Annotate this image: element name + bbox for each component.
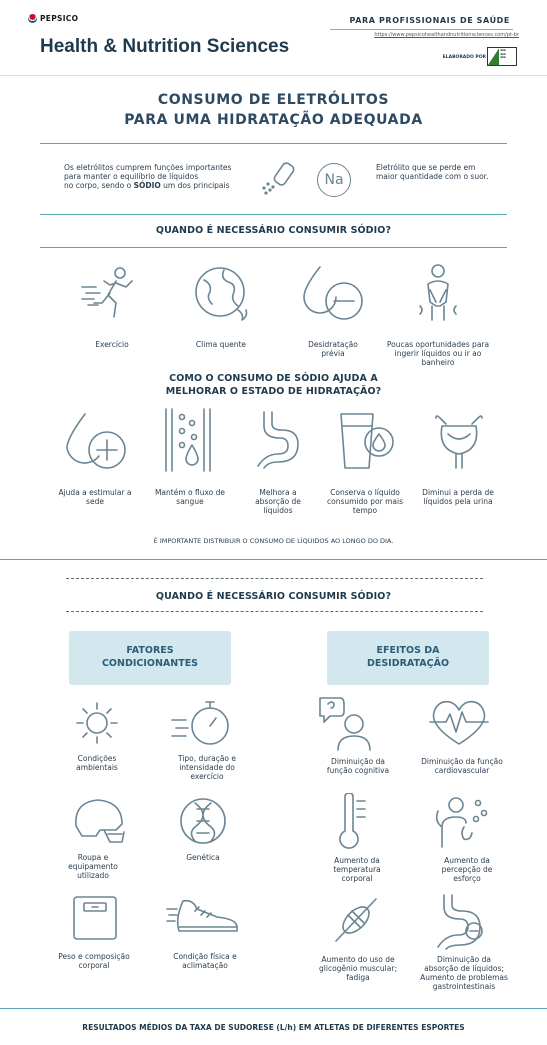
reason-exercise: Exercício	[95, 340, 129, 349]
intro-line2: para manter o equilíbrio de líquidos	[64, 172, 199, 181]
main-title-line2: PARA UMA HIDRATAÇÃO ADEQUADA	[124, 112, 423, 128]
main-title-line1: CONSUMO DE ELETRÓLITOS	[157, 92, 390, 108]
person-holding-icon	[410, 262, 466, 324]
gssi-logo: ▬▬ ▬▬ ▬▬	[487, 47, 517, 66]
sweating-person-icon	[432, 793, 492, 849]
blood-flow-icon	[160, 407, 216, 473]
section2-title-line1: COMO O CONSUMO DE SÓDIO AJUDA A	[169, 373, 378, 384]
sodium-label: Na	[324, 172, 344, 188]
site-title: Health & Nutrition Sciences	[40, 36, 290, 57]
effect-cardiovascular: Diminuição da função cardiovascular	[421, 757, 503, 775]
factor-body-composition: Peso e composição corporal	[58, 952, 130, 970]
factor-fitness: Condição física e aclimatação	[173, 952, 237, 970]
dehydration-drop-icon	[298, 263, 368, 323]
audience-label: PARA PROFISSIONAIS DE SAÚDE	[349, 16, 510, 25]
stomach-pain-icon	[434, 893, 490, 951]
effect-gastro: Diminuição da absorção de líquidos; Aumento de problemas gastrointestinais	[420, 955, 508, 991]
reason-hot-climate: Clima quente	[195, 340, 247, 349]
effect-effort: Aumento da percepção de esforço	[441, 856, 493, 883]
sodium-emphasis: SÓDIO	[133, 181, 161, 190]
factors-box-line2: CONDICIONANTES	[101, 658, 199, 669]
made-by-label: ELABORADO POR	[442, 55, 486, 60]
benefit-thirst: Ajuda a estimular a sede	[58, 488, 132, 506]
effect-glycogen: Aumento do uso de glicogênio muscular; fadiga	[319, 955, 397, 982]
intro-line3: no corpo, sendo o SÓDIO um dos principais	[64, 181, 230, 190]
section2-title	[0, 372, 547, 398]
factor-genetics: Genética	[186, 853, 220, 862]
factor-clothing: Roupa e equipamento utilizado	[68, 853, 118, 880]
factor-environment: Condições ambientais	[76, 754, 118, 772]
effects-box-line1: EFEITOS DA	[376, 645, 440, 656]
benefit-blood-flow: Mantém o fluxo de sangue	[154, 488, 226, 506]
distribution-note: É IMPORTANTE DISTRIBUIR O CONSUMO DE LÍQUIDOS AO LONGO DO DIA.	[153, 537, 394, 545]
heartbeat-icon	[428, 698, 490, 748]
main-title	[0, 90, 547, 130]
effect-cognitive: Diminuição da função cognitiva	[326, 757, 390, 775]
benefit-retention: Conserva o líquido consumido por mais tempo	[327, 488, 403, 515]
section3-title: QUANDO É NECESSÁRIO CONSUMIR SÓDIO?	[155, 591, 392, 602]
pepsico-globe-icon	[28, 14, 37, 23]
stopwatch-icon	[170, 698, 236, 750]
section2-title-line2: MELHORAR O ESTADO DE HIDRATAÇÃO?	[165, 386, 382, 397]
footer-title: RESULTADOS MÉDIOS DA TAXA DE SUDORESE (L/h) EM ATLETAS DE DIFERENTES ESPORTES	[82, 1023, 465, 1032]
reason-dehydration: Desidratação prévia	[308, 340, 358, 358]
reason-few-opportunities: Poucas oportunidades para ingerir líquidos ou ir ao banheiro	[386, 340, 490, 367]
dna-icon	[178, 795, 228, 847]
intro-right-line1: Eletrólito que se perde em	[376, 163, 476, 172]
website-link[interactable]: https://www.pepsicohealthandnutritionsciences.com/pt-br	[374, 32, 519, 38]
intro-text	[64, 163, 264, 190]
intro-right-text	[376, 163, 516, 181]
drop-plus-icon	[63, 410, 129, 472]
scale-icon	[70, 893, 120, 943]
factor-exercise-type: Tipo, duração e intensidade do exercício	[177, 754, 237, 781]
effect-temperature: Aumento da temperatura corporal	[333, 856, 381, 883]
thermometer-icon	[335, 793, 369, 851]
brand-name: PEPSICO	[40, 14, 79, 23]
running-person-icon	[80, 263, 144, 323]
globe-heat-icon	[190, 262, 252, 324]
section1-title: QUANDO É NECESSÁRIO CONSUMIR SÓDIO?	[155, 225, 392, 236]
confused-person-icon	[316, 694, 374, 752]
sodium-symbol	[317, 163, 351, 197]
factors-box	[69, 631, 231, 685]
bladder-icon	[432, 410, 486, 472]
pepsico-logo	[28, 14, 78, 23]
effects-box-line2: DESIDRATAÇÃO	[366, 658, 450, 669]
benefit-absorption: Melhora a absorção de líquidos	[255, 488, 301, 515]
muscle-icon	[330, 895, 382, 945]
factors-box-line1: FATORES	[126, 645, 174, 656]
sun-icon	[74, 700, 120, 746]
glass-drop-icon	[335, 408, 399, 472]
sneaker-icon	[165, 893, 241, 939]
stomach-icon	[252, 410, 306, 472]
effects-box	[327, 631, 489, 685]
salt-shaker-icon	[260, 157, 304, 195]
benefit-less-urine: Diminui a perda de líquidos pela urina	[422, 488, 494, 506]
intro-line1: Os eletrólitos cumprem funções importantes	[64, 163, 232, 172]
intro-right-line2: maior quantidade com o suor.	[376, 172, 489, 181]
helmet-icon	[70, 796, 128, 848]
